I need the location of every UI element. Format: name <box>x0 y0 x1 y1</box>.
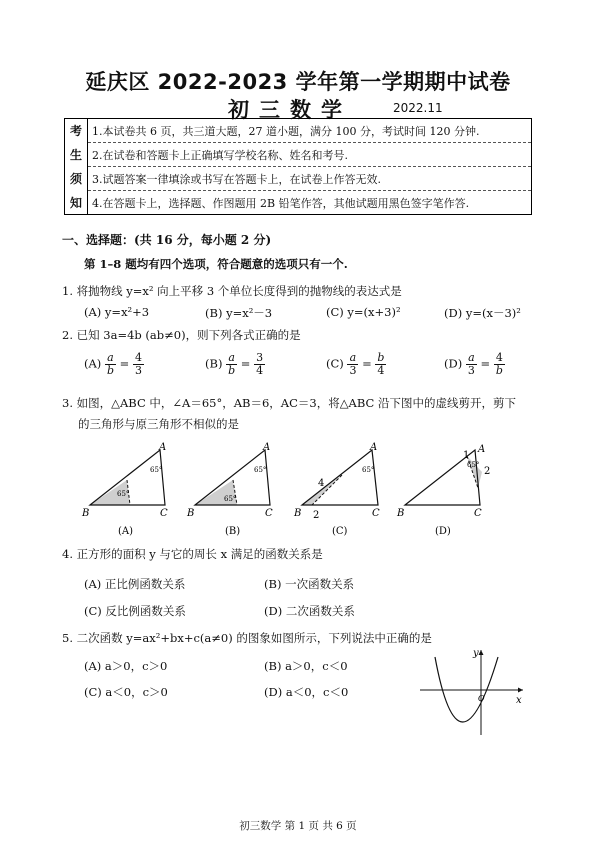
triangle-figure-a <box>81 442 168 537</box>
notice-tag: 生 <box>65 143 88 167</box>
svg-text:65°: 65° <box>254 466 267 474</box>
fraction: $\frac{a}{b}$ <box>228 351 236 377</box>
svg-text:65°: 65° <box>117 490 130 498</box>
svg-text:A: A <box>159 442 167 453</box>
fraction: $\frac{4}{3}$ <box>134 351 142 377</box>
notice-item: 3.试题答案一律填涂或书写在答题卡上，在试卷上作答无效. <box>88 167 532 191</box>
svg-text:65°: 65° <box>467 461 480 469</box>
triangle-figure-b <box>186 442 273 537</box>
notice-tag: 须 <box>65 167 88 191</box>
svg-text:2: 2 <box>313 510 320 521</box>
q5-parabola-graph <box>415 645 530 737</box>
svg-text:65°: 65° <box>224 495 237 503</box>
svg-text:B: B <box>82 508 90 519</box>
svg-text:C: C <box>265 508 273 519</box>
svg-text:C: C <box>474 508 482 519</box>
svg-text:B: B <box>397 508 405 519</box>
q2-option-c: (C) $\frac{a}{3}$ = $\frac{b}{4}$ <box>326 351 385 377</box>
exam-subject: 初三数学 <box>228 98 352 122</box>
svg-text:A: A <box>478 444 486 455</box>
q1-option-a: (A) y=x²+3 <box>84 305 150 319</box>
figure-caption-c: (C) <box>332 526 348 537</box>
q5-option-a: (A) a＞0，c＞0 <box>84 659 168 673</box>
q5-option-d: (D) a＜0，c＜0 <box>264 685 349 699</box>
svg-text:65°: 65° <box>150 466 163 474</box>
notice-table <box>64 118 532 215</box>
q4-option-b: (B) 一次函数关系 <box>264 577 355 591</box>
q4-option-a: (A) 正比例函数关系 <box>84 577 186 591</box>
fraction: $\frac{b}{4}$ <box>377 351 385 377</box>
q4-stem: 4. 正方形的面积 y 与它的周长 x 满足的函数关系是 <box>62 547 323 561</box>
svg-text:4: 4 <box>318 478 325 489</box>
svg-text:x: x <box>516 695 522 706</box>
notice-item: 1.本试卷共 6 页，共三道大题，27 道小题，满分 100 分，考试时间 120 分钟. <box>88 119 532 143</box>
fraction: $\frac{3}{4}$ <box>256 351 264 377</box>
fraction: $\frac{a}{3}$ <box>349 351 357 377</box>
figure-caption-a: (A) <box>118 526 134 537</box>
exam-date: 2022.11 <box>393 101 443 115</box>
section-heading: 一、选择题：(共 16 分，每小题 2 分) <box>62 233 272 247</box>
figure-caption-b: (B) <box>225 526 241 537</box>
x-axis-arrow <box>518 688 523 693</box>
q2-option-b: (B) $\frac{a}{b}$ = $\frac{3}{4}$ <box>205 351 264 377</box>
svg-text:A: A <box>263 442 271 453</box>
q2-option-label: (C) <box>326 356 344 371</box>
q3-figures <box>80 442 520 542</box>
q3-stem-line2: 的三角形与原三角形不相似的是 <box>78 417 239 431</box>
fraction: $\frac{4}{b}$ <box>495 351 503 377</box>
figure-caption-d: (D) <box>435 526 451 537</box>
q4-option-c: (C) 反比例函数关系 <box>84 604 186 618</box>
svg-text:C: C <box>160 508 168 519</box>
svg-text:y: y <box>473 648 479 659</box>
q2-option-label: (A) <box>84 356 102 371</box>
svg-text:B: B <box>294 508 302 519</box>
svg-text:1: 1 <box>463 450 470 461</box>
y-axis-arrow <box>479 650 484 655</box>
fraction: $\frac{a}{3}$ <box>467 351 475 377</box>
q2-option-a: (A) $\frac{a}{b}$ = $\frac{4}{3}$ <box>84 351 142 377</box>
svg-text:A: A <box>370 442 378 453</box>
page-footer: 初三数学 第 1 页 共 6 页 <box>239 820 357 832</box>
q1-option-c: (C) y=(x+3)² <box>326 305 401 319</box>
svg-text:O: O <box>478 694 485 703</box>
q5-stem: 5. 二次函数 y=ax²+bx+c(a≠0) 的图象如图所示，下列说法中正确的是 <box>62 631 432 645</box>
q3-stem-line1: 3. 如图，△ABC 中，∠A＝65°，AB＝6，AC＝3，将△ABC 沿下图中的虚线剪开，剪下 <box>62 396 516 410</box>
q2-stem: 2. 已知 3a=4b (ab≠0)，则下列各式正确的是 <box>62 328 301 342</box>
q5-option-c: (C) a＜0，c＞0 <box>84 685 168 699</box>
notice-item: 2.在试卷和答题卡上正确填写学校名称、姓名和考号. <box>88 143 532 167</box>
section-instruction: 第 1–8 题均有四个选项，符合题意的选项只有一个. <box>84 257 348 271</box>
q2-option-d: (D) $\frac{a}{3}$ = $\frac{4}{b}$ <box>444 351 503 377</box>
q1-option-b: (B) y=x²－3 <box>205 306 273 320</box>
q1-stem: 1. 将抛物线 y=x² 向上平移 3 个单位长度得到的抛物线的表达式是 <box>62 284 402 298</box>
q5-option-b: (B) a＞0，c＜0 <box>264 659 348 673</box>
notice-tag: 考 <box>65 119 88 143</box>
triangle-figure-d <box>396 444 490 537</box>
fraction: $\frac{a}{b}$ <box>106 351 114 377</box>
svg-text:B: B <box>187 508 195 519</box>
svg-text:65°: 65° <box>362 466 375 474</box>
notice-tag: 知 <box>65 191 88 215</box>
svg-text:2: 2 <box>484 466 491 477</box>
q2-option-label: (B) <box>205 356 223 371</box>
triangle-figure-c <box>293 442 380 537</box>
q2-option-label: (D) <box>444 356 463 371</box>
exam-title: 延庆区 2022-2023 学年第一学期期中试卷 <box>85 70 511 94</box>
svg-text:C: C <box>372 508 380 519</box>
notice-item: 4.在答题卡上，选择题、作图题用 2B 铅笔作答，其他试题用黑色签字笔作答. <box>92 196 470 210</box>
q1-option-d: (D) y=(x－3)² <box>444 306 521 320</box>
q4-option-d: (D) 二次函数关系 <box>264 604 355 618</box>
